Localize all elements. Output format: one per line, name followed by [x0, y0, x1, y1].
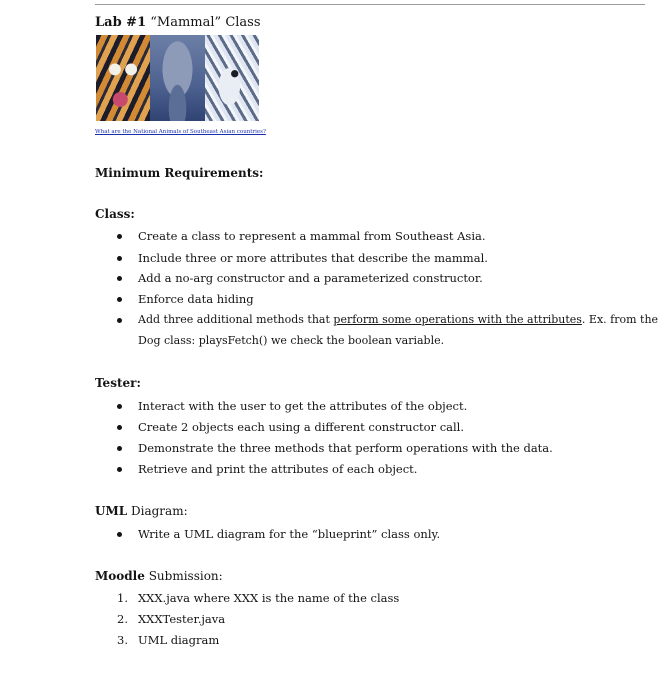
bullet-icon [117, 404, 122, 409]
uml-item: Write a UML diagram for the “blueprint” class only. [138, 527, 440, 541]
list-number: 3. [117, 633, 128, 647]
bullet-icon [117, 276, 122, 281]
bullet-icon [117, 234, 122, 239]
title-text: “Mammal” Class [150, 15, 261, 30]
class-item: Create a class to represent a mammal from Southeast Asia. [138, 229, 486, 243]
class-item: Include three or more attributes that describe the mammal. [138, 251, 488, 265]
bullet-icon [117, 256, 122, 261]
bullet-icon [117, 297, 122, 302]
tester-item: Demonstrate the three methods that perform operations with the data. [138, 441, 553, 455]
underlined-phrase: perform some operations with the attributes [333, 313, 582, 326]
bullet-icon [117, 446, 122, 451]
tester-item: Retrieve and print the attributes of each object. [138, 462, 417, 476]
moodle-item: XXXTester.java [138, 612, 226, 626]
tester-item: Interact with the user to get the attributes of the object. [138, 399, 467, 413]
tester-heading: Tester: [95, 376, 141, 390]
class-item: Enforce data hiding [138, 292, 254, 306]
moodle-heading: Moodle Submission: [95, 569, 223, 583]
title-lab-number: Lab #1 [95, 15, 147, 30]
national-animals-link[interactable]: What are the National Animals of Southeast Asian countries? [95, 129, 266, 135]
top-rule [95, 4, 645, 5]
elephant-photo [150, 35, 204, 121]
min-requirements-heading: Minimum Requirements: [95, 166, 264, 180]
class-item-methods-continued: Dog class: playsFetch() we check the boolean variable. [138, 334, 445, 347]
bullet-icon [117, 425, 122, 430]
class-item-methods: Add three additional methods that perform some operations with the attributes. Ex. from the [138, 313, 658, 326]
tiger-photo [96, 35, 150, 121]
eagle-photo [205, 35, 259, 121]
moodle-item: XXX.java where XXX is the name of the class [138, 591, 400, 605]
class-item: Add a no-arg constructor and a parameterized constructor. [138, 271, 483, 285]
bullet-icon [117, 467, 122, 472]
tester-item: Create 2 objects each using a different constructor call. [138, 420, 464, 434]
bullet-icon [117, 532, 122, 537]
class-heading: Class: [95, 207, 135, 221]
page-title [95, 15, 261, 30]
list-number: 2. [117, 612, 128, 626]
bullet-icon [117, 318, 122, 323]
animal-banner-image [96, 35, 259, 121]
list-number: 1. [117, 591, 128, 605]
uml-heading: UML Diagram: [95, 504, 188, 518]
moodle-item: UML diagram [138, 633, 220, 647]
